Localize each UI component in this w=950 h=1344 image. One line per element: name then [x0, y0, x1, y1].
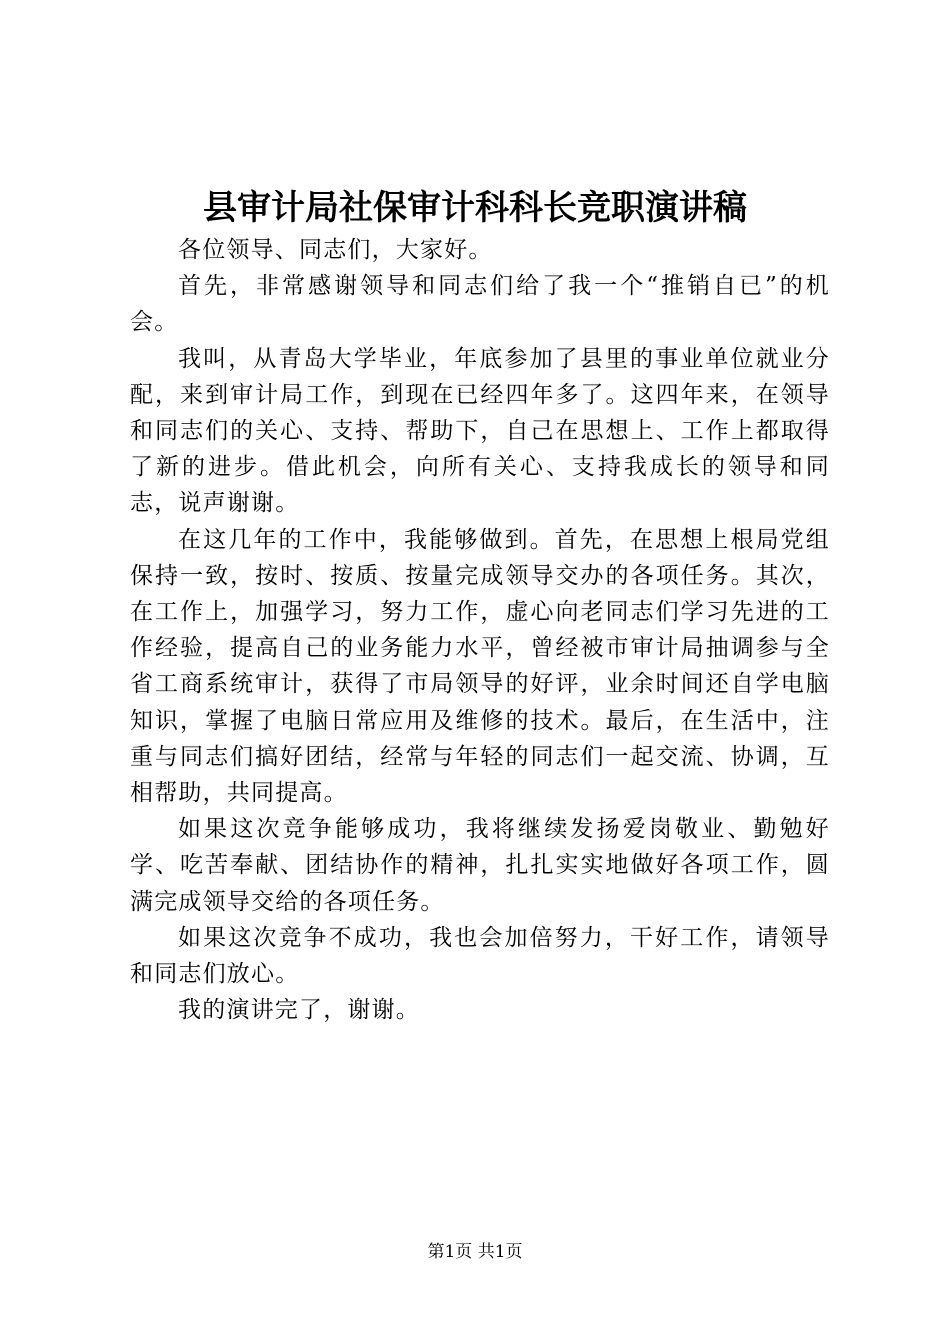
document-body [130, 232, 830, 1028]
paragraph-closing: 我的演讲完了，谢谢。 [178, 997, 420, 1024]
paragraph-introduction: 我叫，从青岛大学毕业，年底参加了县里的事业单位就业分配，来到审计局工作，到现在已经四年多了。这四年来，在领导和同志们的关心、支持、帮助下，自己在思想上、工作上都取得了新的进步。借此机会，向所有关心、支持我成长的领导和同志，说声谢谢。 [130, 345, 830, 517]
paragraph-work-review: 在这几年的工作中，我能够做到。首先，在思想上根局党组保持一致，按时、按质、按量完成领导交办的各项任务。其次，在工作上，加强学习，努力工作，虚心向老同志们学习先进的工作经验，提高自己的业务能力水平，曾经被市审计局抽调参与全省工商系统审计，获得了市局领导的好评，业余时间还自学电脑知识，掌握了电脑日常应用及维修的技术。最后，在生活中，注重与同志们搞好团结，经常与年轻的同志们一起交流、协调，互相帮助，共同提高。 [130, 526, 830, 807]
paragraph-thanks: 首先，非常感谢领导和同志们给了我一个“推销自已”的机会。 [130, 273, 830, 336]
paragraph-if-success: 如果这次竞争能够成功，我将继续发扬爱岗敬业、勤勉好学、吃苦奉献、团结协作的精神，扎扎实实地做好各项工作，圆满完成领导交给的各项任务。 [130, 816, 830, 915]
paragraph-if-fail: 如果这次竞争不成功，我也会加倍努力，干好工作，请领导和同志们放心。 [130, 924, 830, 988]
document-title: 县审计局社保审计科科长竞职演讲稿 [203, 188, 747, 228]
paragraph-greeting: 各位领导、同志们，大家好。 [178, 237, 493, 263]
page-footer: 第1页 共1页 [427, 1242, 523, 1262]
